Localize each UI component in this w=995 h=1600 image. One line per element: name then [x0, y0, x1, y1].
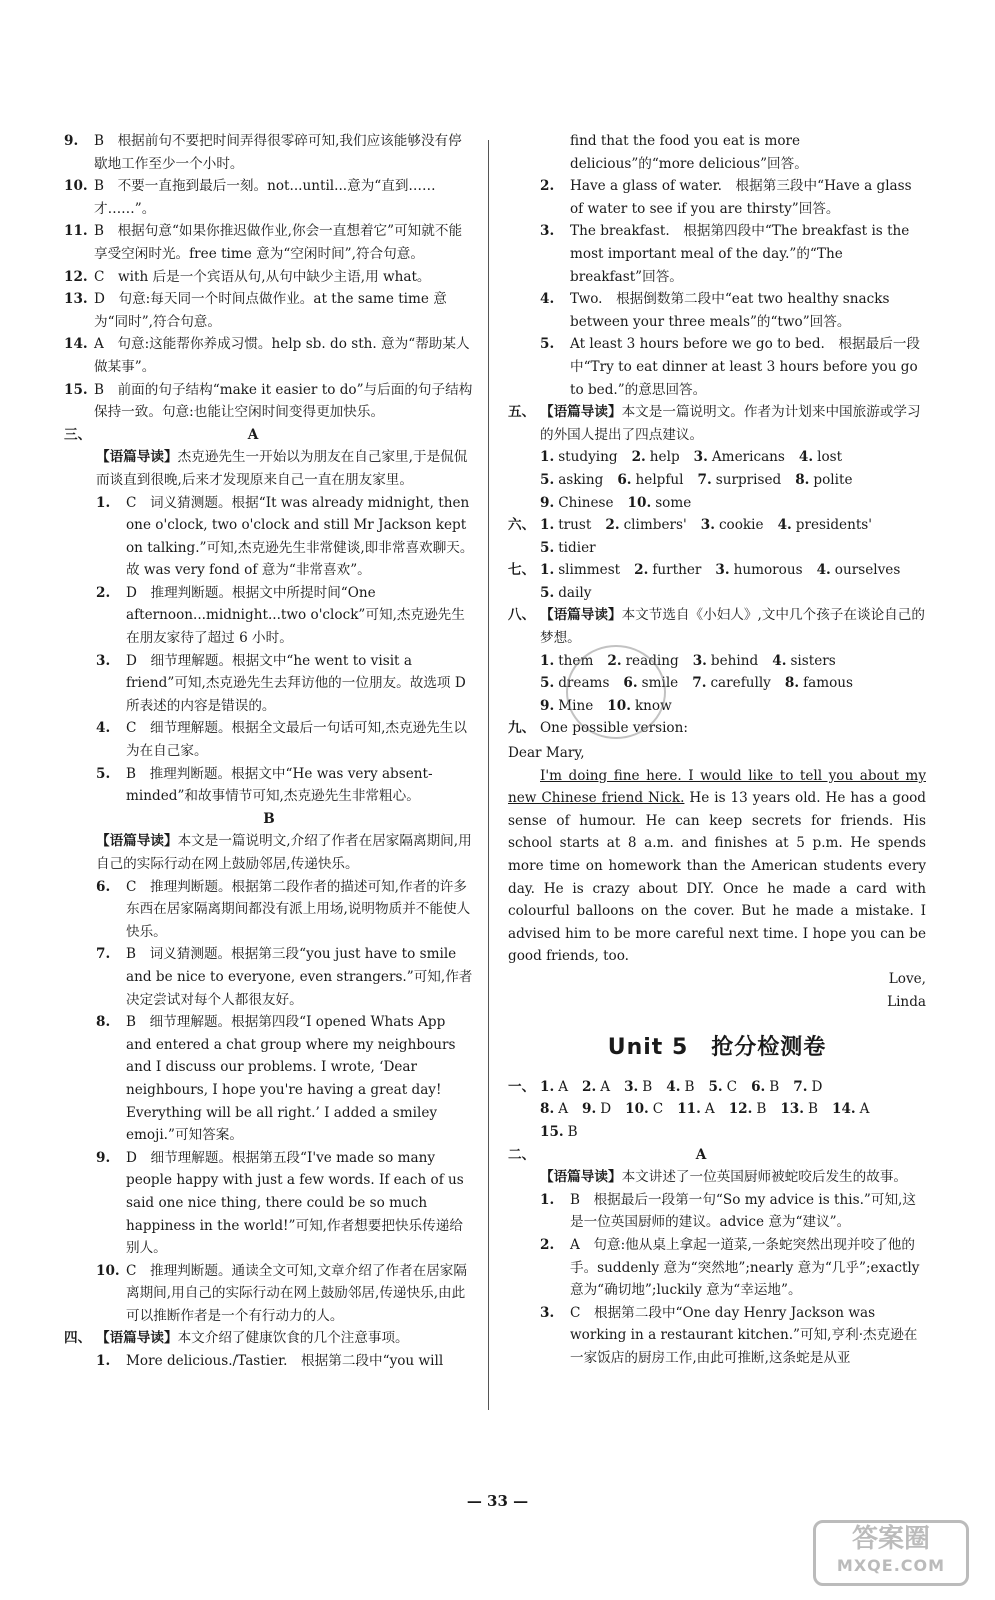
answer-item: 1. C 词义猜测题。根据“It was already midnight, then one o'clock, two o'clock and still Mr Jackson kept on talking.”可知,杰克逊先生非常健谈,即非常喜欢聊天。故 was very fond of 意为“非常喜欢”。 — [96, 494, 474, 579]
answer-row: 8. A 9. D 10. C 11. A 12. B 13. B 14. A — [540, 1101, 870, 1118]
faded-stamp — [566, 645, 666, 739]
unit5-items — [508, 1189, 926, 1370]
passage-b-label: B — [263, 810, 275, 827]
section-5-answers — [508, 446, 926, 514]
section-3-heading: 三、 A — [64, 426, 259, 443]
answer-item: 2. Have a glass of water. 根据第三段中“Have a glass of water to see if you are thirsty”回答。 — [540, 178, 912, 217]
answer-row: 5. daily — [540, 584, 592, 601]
answer-item: 5. At least 3 hours before we go to bed. 根据最后一段中“Try to eat dinner at least 3 hours before you go to bed.”的意思回答。 — [540, 336, 921, 398]
reading-guide: 【语篇导读】本文是一篇说明文,介绍了作者在居家隔离期间,用自己的实际行动在网上鼓励邻居,传递快乐。 — [96, 833, 472, 872]
answer-row: 1. them 2. reading 3. behind 4. sisters — [540, 652, 836, 669]
section-8-heading: 八、 【语篇导读】本文节选自《小妇人》,文中几个孩子在谈论自己的梦想。 — [508, 607, 925, 647]
answer-row: 5. tidier — [540, 539, 596, 556]
answer-row: 5. dreams 6. smile 7. carefully 8. famous — [540, 675, 854, 692]
items-3b — [64, 876, 474, 1328]
answer-item: 10. C 推理判断题。通读全文可知,文章介绍了作者在居家隔离期间,用自己的实际行动在网上鼓励邻居,传递快乐,由此可以推断作者是一个有行动力的人。 — [96, 1262, 467, 1324]
answer-row: 9. Chinese 10. some — [540, 494, 692, 511]
answer-item: 4. C 细节理解题。根据全文最后一句话可知,杰克逊先生以为在自己家。 — [96, 720, 467, 760]
answer-item: 9. B 根据前句不要把时间弄得很零碎可知,我们应该能够没有停歇地工作至少一个小时。 — [64, 133, 462, 172]
letter-sign: Linda — [887, 993, 926, 1010]
answer-item: 10. B 不要一直拖到最后一刻。not...until...意为“直到……才……”。 — [64, 178, 436, 217]
unit5-section-2-heading: 二、 A — [508, 1146, 707, 1163]
section-9-heading: 九、 One possible version: — [508, 720, 688, 737]
answer-row: 1. studying 2. help 3. Americans 4. lost — [540, 449, 843, 466]
section-5-heading: 五、 【语篇导读】本文是一篇说明文。作者为计划来中国旅游或学习的外国人提出了四点建议。 — [508, 404, 921, 443]
answer-item: 2. A 句意:他从桌上拿起一道菜,一条蛇突然出现并咬了他的手。suddenly 意为“突然地”;nearly 意为“几乎”;exactly 意为“确切地”;luckily 意为“幸运地”。 — [540, 1236, 920, 1299]
letter-close: Love, — [888, 970, 926, 987]
answer-item: 4. Two. 根据倒数第二段中“eat two healthy snacks between your three meals”的“two”回答。 — [540, 291, 890, 330]
reading-guide: 【语篇导读】杰克逊先生一开始以为朋友在自己家里,于是侃侃而谈直到很晚,后来才发现原来自己一直在朋友家里。 — [96, 449, 468, 488]
answer-item: 3. D 细节理解题。根据文中“he went to visit a friend”可知,杰克逊先生去拜访他的一位朋友。故选项 D 所表述的内容是错误的。 — [96, 652, 466, 714]
answer-row: 15. B — [540, 1123, 578, 1140]
section-7: 七、 1. slimmest 2. further 3. humorous 4. ourselves — [508, 562, 901, 579]
answer-item: 1. B 根据最后一段第一句“So my advice is this.”可知,这是一位英国厨师的建议。advice 意为“建议”。 — [540, 1191, 916, 1231]
letter-greeting: Dear Mary, — [508, 745, 585, 762]
unit5-section-1: 一、 1. A 2. A 3. B 4. B 5. C 6. B 7. D — [508, 1078, 823, 1095]
answer-item: 9. D 细节理解题。根据第五段“I've made so many people happy with just a few words. If each of us said one nice thing, there could be so much happiness in the world!”可知,作者想要把快乐传递给别人。 — [96, 1149, 464, 1257]
answer-item: 11. B 根据句意“如果你推迟做作业,你会一直想着它”可知就不能享受空闲时光。free time 意为“空闲时间”,符合句意。 — [64, 223, 463, 262]
reading-guide: 【语篇导读】本文讲述了一位英国厨师被蛇咬后发生的故事。 — [540, 1169, 908, 1186]
section-4-heading: 四、 【语篇导读】本文介绍了健康饮食的几个注意事项。 — [64, 1330, 409, 1347]
items-4 — [508, 175, 926, 401]
letter-body: I'm doing fine here. I would like to tell you about my new Chinese friend Nick. He is 13 years old. He has a good sense of humour. He can keep secrets for friends. His school starts at 8 a.m. and finishes at 5 p.m. He spends more time on homework than the American students every day. He is crazy about DIY. Once he made a card with colourful balloons on the cover. But he made a mistake. I advised him to be more careful next time. I hope you can be good friends, too. — [508, 767, 927, 965]
watermark-logo: 答案圈 MXQE.COM — [813, 1520, 969, 1586]
unit-title: Unit 5 抢分检测卷 — [607, 1035, 827, 1061]
answer-row: 9. Mine 10. know — [540, 697, 672, 714]
items-3a — [64, 492, 474, 808]
section-6: 六、 1. trust 2. climbers' 3. cookie 4. presidents' — [508, 517, 873, 534]
left-column — [64, 130, 474, 1373]
items-q2 — [64, 130, 474, 424]
answer-item: 3. The breakfast. 根据第四段中“The breakfast is the most important meal of the day.”的“The breakfast”回答。 — [540, 223, 910, 285]
answer-item: 14. A 句意:这能帮你养成习惯。help sb. do sth. 意为“帮助某人做某事”。 — [64, 336, 470, 375]
column-divider — [488, 140, 489, 1410]
answer-item: 12. C with 后是一个宾语从句,从句中缺少主语,用 what。 — [64, 268, 431, 285]
answer-item: 8. B 细节理解题。根据第四段“I opened Whats App and entered a chat group where my neighbours and I discuss our problems. I wrote, ‘Dear neighbours, I hope you're having a great day! Everything will be all right.’ I added a smiley emoji.”可知答案。 — [96, 1014, 456, 1144]
answer-item: 1. More delicious./Tastier. 根据第二段中“you will — [96, 1353, 444, 1370]
page-number: — 33 — — [466, 1492, 529, 1510]
answer-item: 15. B 前面的句子结构“make it easier to do”与后面的句子结构保持一致。句意:也能让空闲时间变得更加快乐。 — [64, 381, 473, 421]
answer-item: 6. C 推理判断题。根据第二段作者的描述可知,作者的许多东西在居家隔离期间都没有派上用场,说明物质并不能使人快乐。 — [96, 878, 471, 940]
answer-item: 13. D 句意:每天同一个时间点做作业。at the same time 意为“同时”,符合句意。 — [64, 291, 447, 330]
sample-letter — [508, 742, 926, 1013]
answer-continuation: find that the food you eat is more delicious”的“more delicious”回答。 — [570, 133, 808, 172]
answer-item: 7. B 词义猜测题。根据第三段“you just have to smile and be nice to everyone, even strangers.”可知,作者决定尝试对每个人都很友好。 — [96, 946, 473, 1008]
answer-item: 3. C 根据第二段中“One day Henry Jackson was working in a restaurant kitchen.”可知,亨利·杰克逊在一家饭店的厨房工作,由此可推断,这条蛇是从亚 — [540, 1304, 918, 1366]
answer-row: 5. asking 6. helpful 7. surprised 8. polite — [540, 471, 853, 488]
items-4-start — [64, 1350, 474, 1373]
answer-item: 2. D 推理判断题。根据文中所提时间“One afternoon...midnight...two o'clock”可知,杰克逊先生在朋友家待了超过 6 小时。 — [96, 584, 465, 647]
right-column — [508, 130, 926, 1369]
answer-item: 5. B 推理判断题。根据文中“He was very absent-minded”和故事情节可知,杰克逊先生非常粗心。 — [96, 765, 433, 805]
